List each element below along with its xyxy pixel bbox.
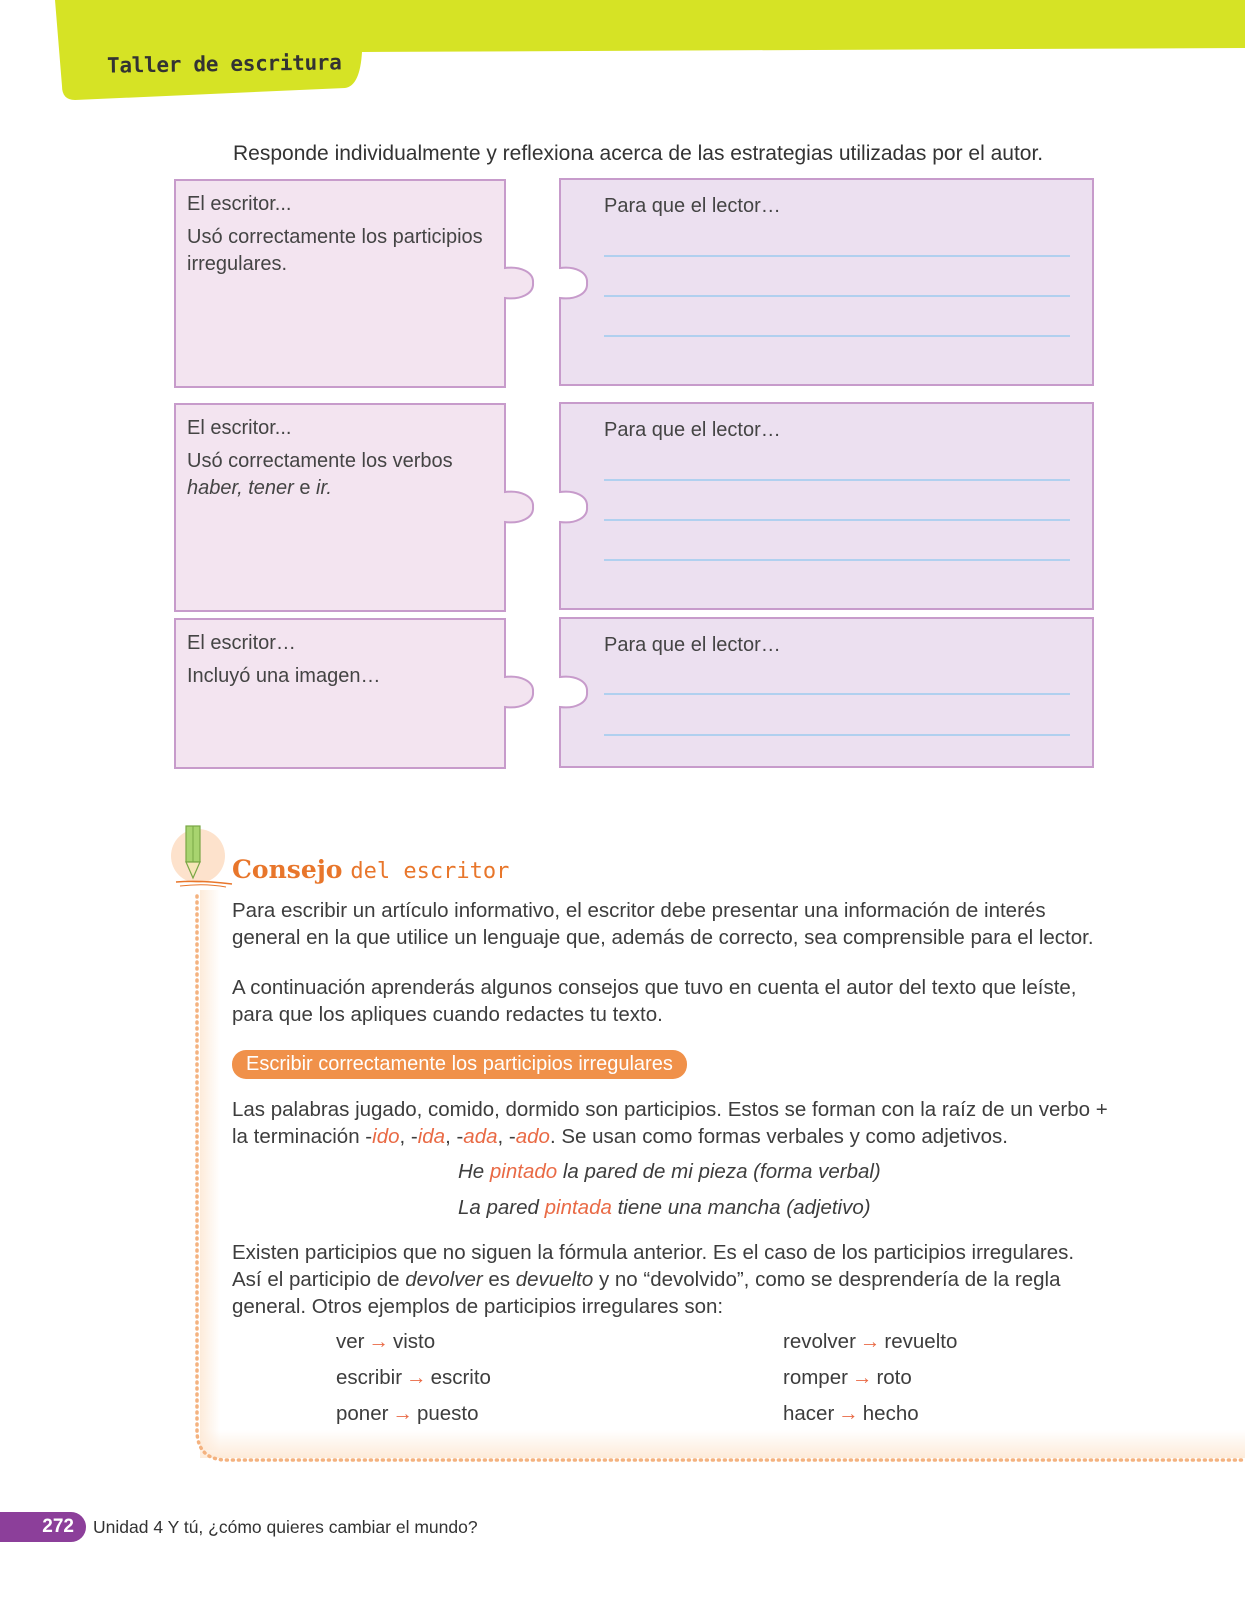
unit-footer: [93, 1517, 478, 1538]
participle: roto: [876, 1366, 912, 1389]
strategy-line: Usó correctamente los participios: [187, 226, 483, 248]
topic-pill: Escribir correctamente los participios irregulares: [232, 1050, 687, 1079]
text-run: La pared: [458, 1196, 545, 1219]
verb-tener: tener: [248, 477, 294, 499]
consejo-title-rest: del escritor: [350, 859, 510, 884]
suffix: ada: [463, 1125, 498, 1148]
pair-hacer: [783, 1402, 919, 1426]
text-run: , -: [445, 1125, 464, 1148]
section-title: Taller de escritura: [106, 50, 342, 78]
pair-romper: [783, 1366, 912, 1390]
consejo-title: [232, 855, 509, 884]
pair-ver: [336, 1330, 435, 1354]
reader-heading-2: Para que el lector…: [604, 419, 781, 441]
text-run: , -: [399, 1125, 418, 1148]
consejo-paragraph-2: A continuación aprenderás algunos consejos que tuvo en cuenta el autor del texto que leíste, para que los apliques cuando redactes tu texto.: [232, 976, 1077, 1026]
pair-poner: [336, 1402, 479, 1426]
writer-heading: El escritor…: [187, 632, 296, 654]
participle: puesto: [416, 1402, 479, 1425]
pair-revolver: [783, 1330, 957, 1354]
writer-heading: El escritor...: [187, 417, 292, 439]
period: .: [326, 477, 332, 499]
consejo-paragraph-1: Para escribir un artículo informativo, el escritor debe presentar una información de interés general en la que utilice un lenguaje que, además de correcto, sea comprensible para el lector.: [232, 899, 1094, 949]
reader-heading-3: Para que el lector…: [604, 634, 781, 656]
verb: revolver: [783, 1330, 856, 1353]
highlight-participle: pintado: [489, 1160, 558, 1183]
text-run: tiene una mancha (adjetivo): [611, 1196, 871, 1219]
participle: escrito: [430, 1366, 491, 1389]
unit-label: Unidad 4: [93, 1517, 164, 1537]
writer-heading: El escritor...: [187, 193, 292, 215]
arrow-right-icon: →: [368, 1330, 389, 1353]
example-verbal: [458, 1160, 881, 1184]
unit-title: Y tú, ¿cómo quieres cambiar el mundo?: [163, 1517, 478, 1537]
writer-card-3-text: [187, 630, 380, 690]
writer-card-2-text: [187, 415, 453, 502]
page-number: 272: [0, 1512, 86, 1542]
example-adjective: [458, 1196, 871, 1220]
arrow-right-icon: →: [406, 1366, 427, 1389]
arrow-right-icon: →: [859, 1330, 881, 1353]
verb: ver: [336, 1330, 365, 1353]
verb: romper: [783, 1366, 848, 1389]
pair-escribir: [336, 1366, 491, 1390]
suffix: ado: [515, 1125, 550, 1148]
text-run: . Se usan como formas verbales y como adjetivos.: [549, 1125, 1008, 1148]
text-run: , -: [497, 1125, 516, 1148]
text-run: la pared de mi pieza (forma verbal): [557, 1160, 881, 1183]
writer-card-1-text: [187, 191, 483, 278]
strategy-line: Usó correctamente los verbos: [187, 450, 453, 472]
text-run: es: [482, 1268, 516, 1291]
irregular-explanation: [232, 1239, 1092, 1320]
participle: revuelto: [884, 1330, 958, 1353]
text-run: He: [458, 1160, 490, 1183]
arrow-right-icon: →: [851, 1366, 873, 1389]
text-run: Las palabras jugado, comido, dormido son participios. Estos se forman con la raíz de un verbo + la terminación -: [232, 1098, 1108, 1148]
word-devuelto: devuelto: [515, 1268, 594, 1291]
verb-ir: ir: [316, 477, 327, 499]
word-devolver: devolver: [405, 1268, 483, 1291]
consejo-title-bold: Consejo: [232, 855, 343, 884]
participle: hecho: [862, 1402, 919, 1425]
verb: escribir: [336, 1366, 403, 1389]
separator: e: [293, 477, 317, 499]
suffix: ida: [417, 1125, 446, 1148]
text-run: y no “devolvido”, como se desprendería de la regla general. Otros ejemplos de participios irregulares son:: [232, 1268, 1061, 1318]
arrow-right-icon: →: [392, 1402, 413, 1425]
reader-heading-1: Para que el lector…: [604, 195, 781, 217]
strategy-line: Incluyó una imagen…: [187, 665, 381, 687]
strategy-line-verbs: [187, 475, 453, 502]
highlight-participle: pintada: [544, 1196, 612, 1219]
text-run: Existen participios que no siguen la fórmula anterior. Es el caso de los participios irregulares. Así el participio de: [232, 1241, 1075, 1291]
verb: hacer: [783, 1402, 835, 1425]
strategy-line: irregulares.: [187, 253, 288, 275]
arrow-right-icon: →: [838, 1402, 859, 1425]
instruction-text: Responde individualmente y reflexiona acerca de las estrategias utilizadas por el autor.: [233, 142, 1044, 165]
pencil-icon: [171, 826, 232, 887]
verb-haber: haber: [187, 477, 238, 499]
verb: poner: [336, 1402, 389, 1425]
participle: visto: [392, 1330, 436, 1353]
suffix: ido: [372, 1125, 400, 1148]
participle-explanation: [232, 1096, 1112, 1150]
separator: ,: [237, 477, 249, 499]
